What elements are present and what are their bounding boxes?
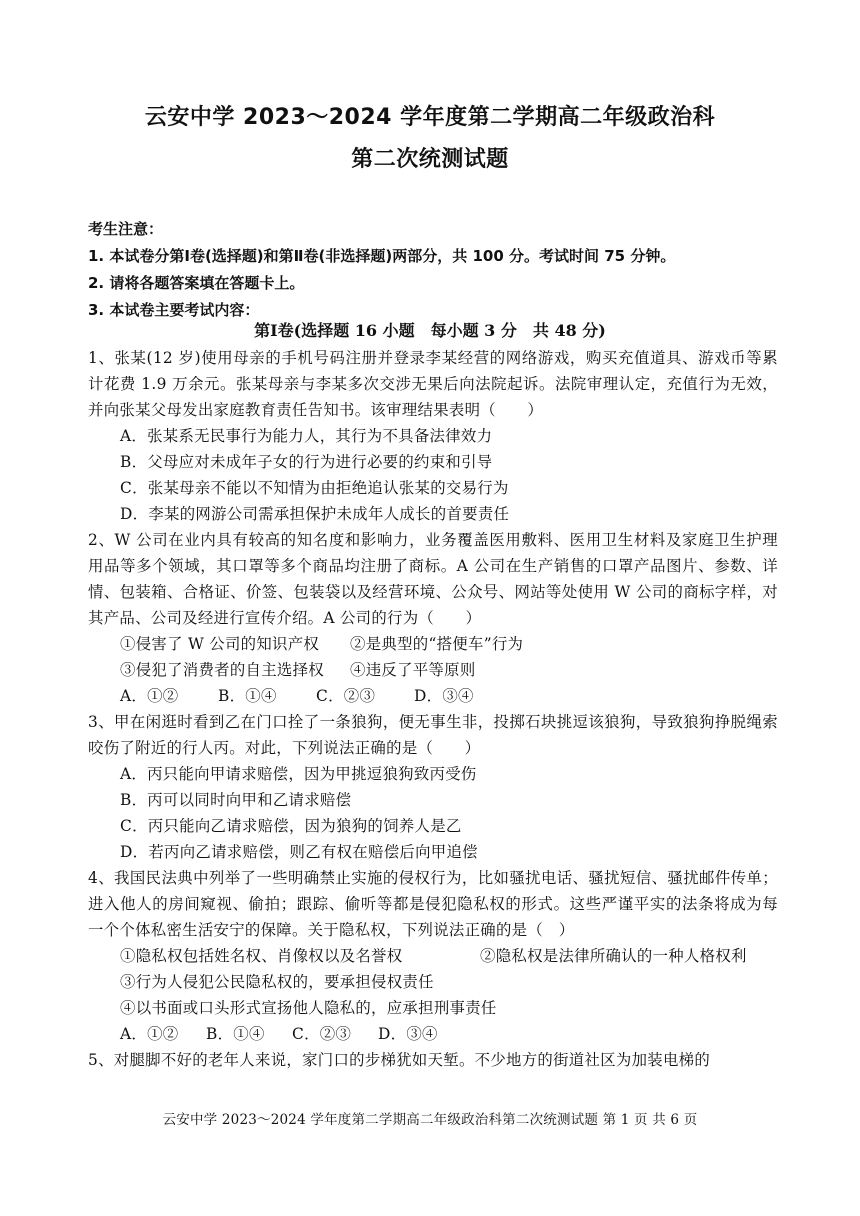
- question-4-statement-1: ①隐私权包括姓名权、肖像权以及名誉权: [120, 947, 403, 965]
- question-2-option-d: D．③④: [414, 687, 474, 705]
- notice-item-2: 2. 请将各题答案填在答题卡上。: [88, 274, 305, 292]
- question-2-option-b: B．①④: [218, 687, 277, 705]
- question-4-statement-3: ③行为人侵犯公民隐私权的，要承担侵权责任: [120, 973, 434, 991]
- question-3-option-b: B．丙可以同时向甲和乙请求赔偿: [120, 791, 352, 809]
- question-2-statement-2: ②是典型的“搭便车”行为: [350, 635, 524, 653]
- question-3-option-a: A．丙只能向甲请求赔偿，因为甲挑逗狼狗致丙受伤: [120, 765, 477, 783]
- question-4-statements-row-1: [88, 943, 778, 969]
- notice-item-1: 1. 本试卷分第Ⅰ卷(选择题)和第Ⅱ卷(非选择题)两部分，共 100 分。考试时间 75 分钟。: [88, 247, 676, 265]
- question-3-stem: 3、甲在闲逛时看到乙在门口拴了一条狼狗，便无事生非，投掷石块挑逗该狼狗，导致狼狗挣脱绳索咬伤了附近的行人丙。对此，下列说法正确的是（ ）: [88, 713, 778, 757]
- question-3-option-c: C．丙只能向乙请求赔偿，因为狼狗的饲养人是乙: [120, 817, 462, 835]
- question-2-option-a: A．①②: [120, 687, 179, 705]
- question-1-stem: 1、张某(12 岁)使用母亲的手机号码注册并登录李某经营的网络游戏，购买充值道具、游戏币等累计花费 1.9 万余元。张某母亲与李某多次交涉无果后向法院起诉。法院审理认定，充值行为无效，并向张某父母发出家庭教育责任告知书。该审理结果表明（ ）: [88, 349, 778, 419]
- exam-subtitle: 第二次统测试题: [351, 147, 509, 172]
- question-4-statement-2: ②隐私权是法律所确认的一种人格权利: [480, 947, 747, 965]
- question-4-option-c: C．②③: [292, 1025, 352, 1043]
- question-2-option-c: C．②③: [316, 687, 376, 705]
- section-title: 第Ⅰ卷(选择题 16 小题 每小题 3 分 共 48 分): [254, 321, 606, 340]
- question-5-stem: 5、对腿脚不好的老年人来说，家门口的步梯犹如天堑。不少地方的街道社区为加装电梯的: [88, 1051, 711, 1069]
- question-2-statements-row-2: [88, 657, 778, 683]
- question-2-answers: [88, 683, 778, 709]
- notice-heading: 考生注意：: [88, 220, 164, 238]
- question-1-option-d: D．李某的网游公司需承担保护未成年人成长的首要责任: [120, 505, 510, 523]
- question-1-option-b: B．父母应对未成年子女的行为进行必要的约束和引导: [120, 453, 493, 471]
- exam-title: 云安中学 2023～2024 学年度第二学期高二年级政治科: [144, 105, 716, 130]
- question-2-statement-3: ③侵犯了消费者的自主选择权: [120, 661, 324, 679]
- question-2-stem: 2、W 公司在业内具有较高的知名度和影响力，业务覆盖医用敷料、医用卫生材料及家庭卫生护理用品等多个领域，其口罩等多个商品均注册了商标。A 公司在生产销售的口罩产品图片、参数、详情、包装箱、合格证、价签、包装袋以及经营环境、公众号、网站等处使用 W 公司的商标字样，对其产品、公司及经进行宣传介绍。A 公司的行为（ ）: [88, 531, 778, 627]
- question-2-statement-4: ④违反了平等原则: [350, 661, 476, 679]
- question-4-statement-4: ④以书面或口头形式宣扬他人隐私的，应承担刑事责任: [120, 999, 497, 1017]
- question-3-option-d: D．若丙向乙请求赔偿，则乙有权在赔偿后向甲追偿: [120, 843, 478, 861]
- candidate-notice: [88, 216, 788, 324]
- question-4-option-b: B．①④: [206, 1025, 265, 1043]
- question-4-option-a: A．①②: [120, 1025, 179, 1043]
- page-footer: 云安中学 2023～2024 学年度第二学期高二年级政治科第二次统测试题 第 1 页 共 6 页: [162, 1112, 698, 1128]
- question-2-statement-1: ①侵害了 W 公司的知识产权: [120, 635, 320, 653]
- notice-item-3: 3. 本试卷主要考试内容：: [88, 301, 260, 319]
- question-4-stem: 4、我国民法典中列举了一些明确禁止实施的侵权行为，比如骚扰电话、骚扰短信、骚扰邮件传单；进入他人的房间窥视、偷拍；跟踪、偷听等都是侵犯隐私权的形式。这些严谨平实的法条将成为每一个个体私密生活安宁的保障。关于隐私权，下列说法正确的是（ ）: [88, 869, 778, 939]
- questions-body: [88, 345, 778, 1073]
- question-4-answers: [88, 1021, 778, 1047]
- question-1-option-c: C．张某母亲不能以不知情为由拒绝追认张某的交易行为: [120, 479, 509, 497]
- question-2-statements-row-1: [88, 631, 778, 657]
- question-4-option-d: D．③④: [378, 1025, 438, 1043]
- question-1-option-a: A．张某系无民事行为能力人，其行为不具备法律效力: [120, 427, 493, 445]
